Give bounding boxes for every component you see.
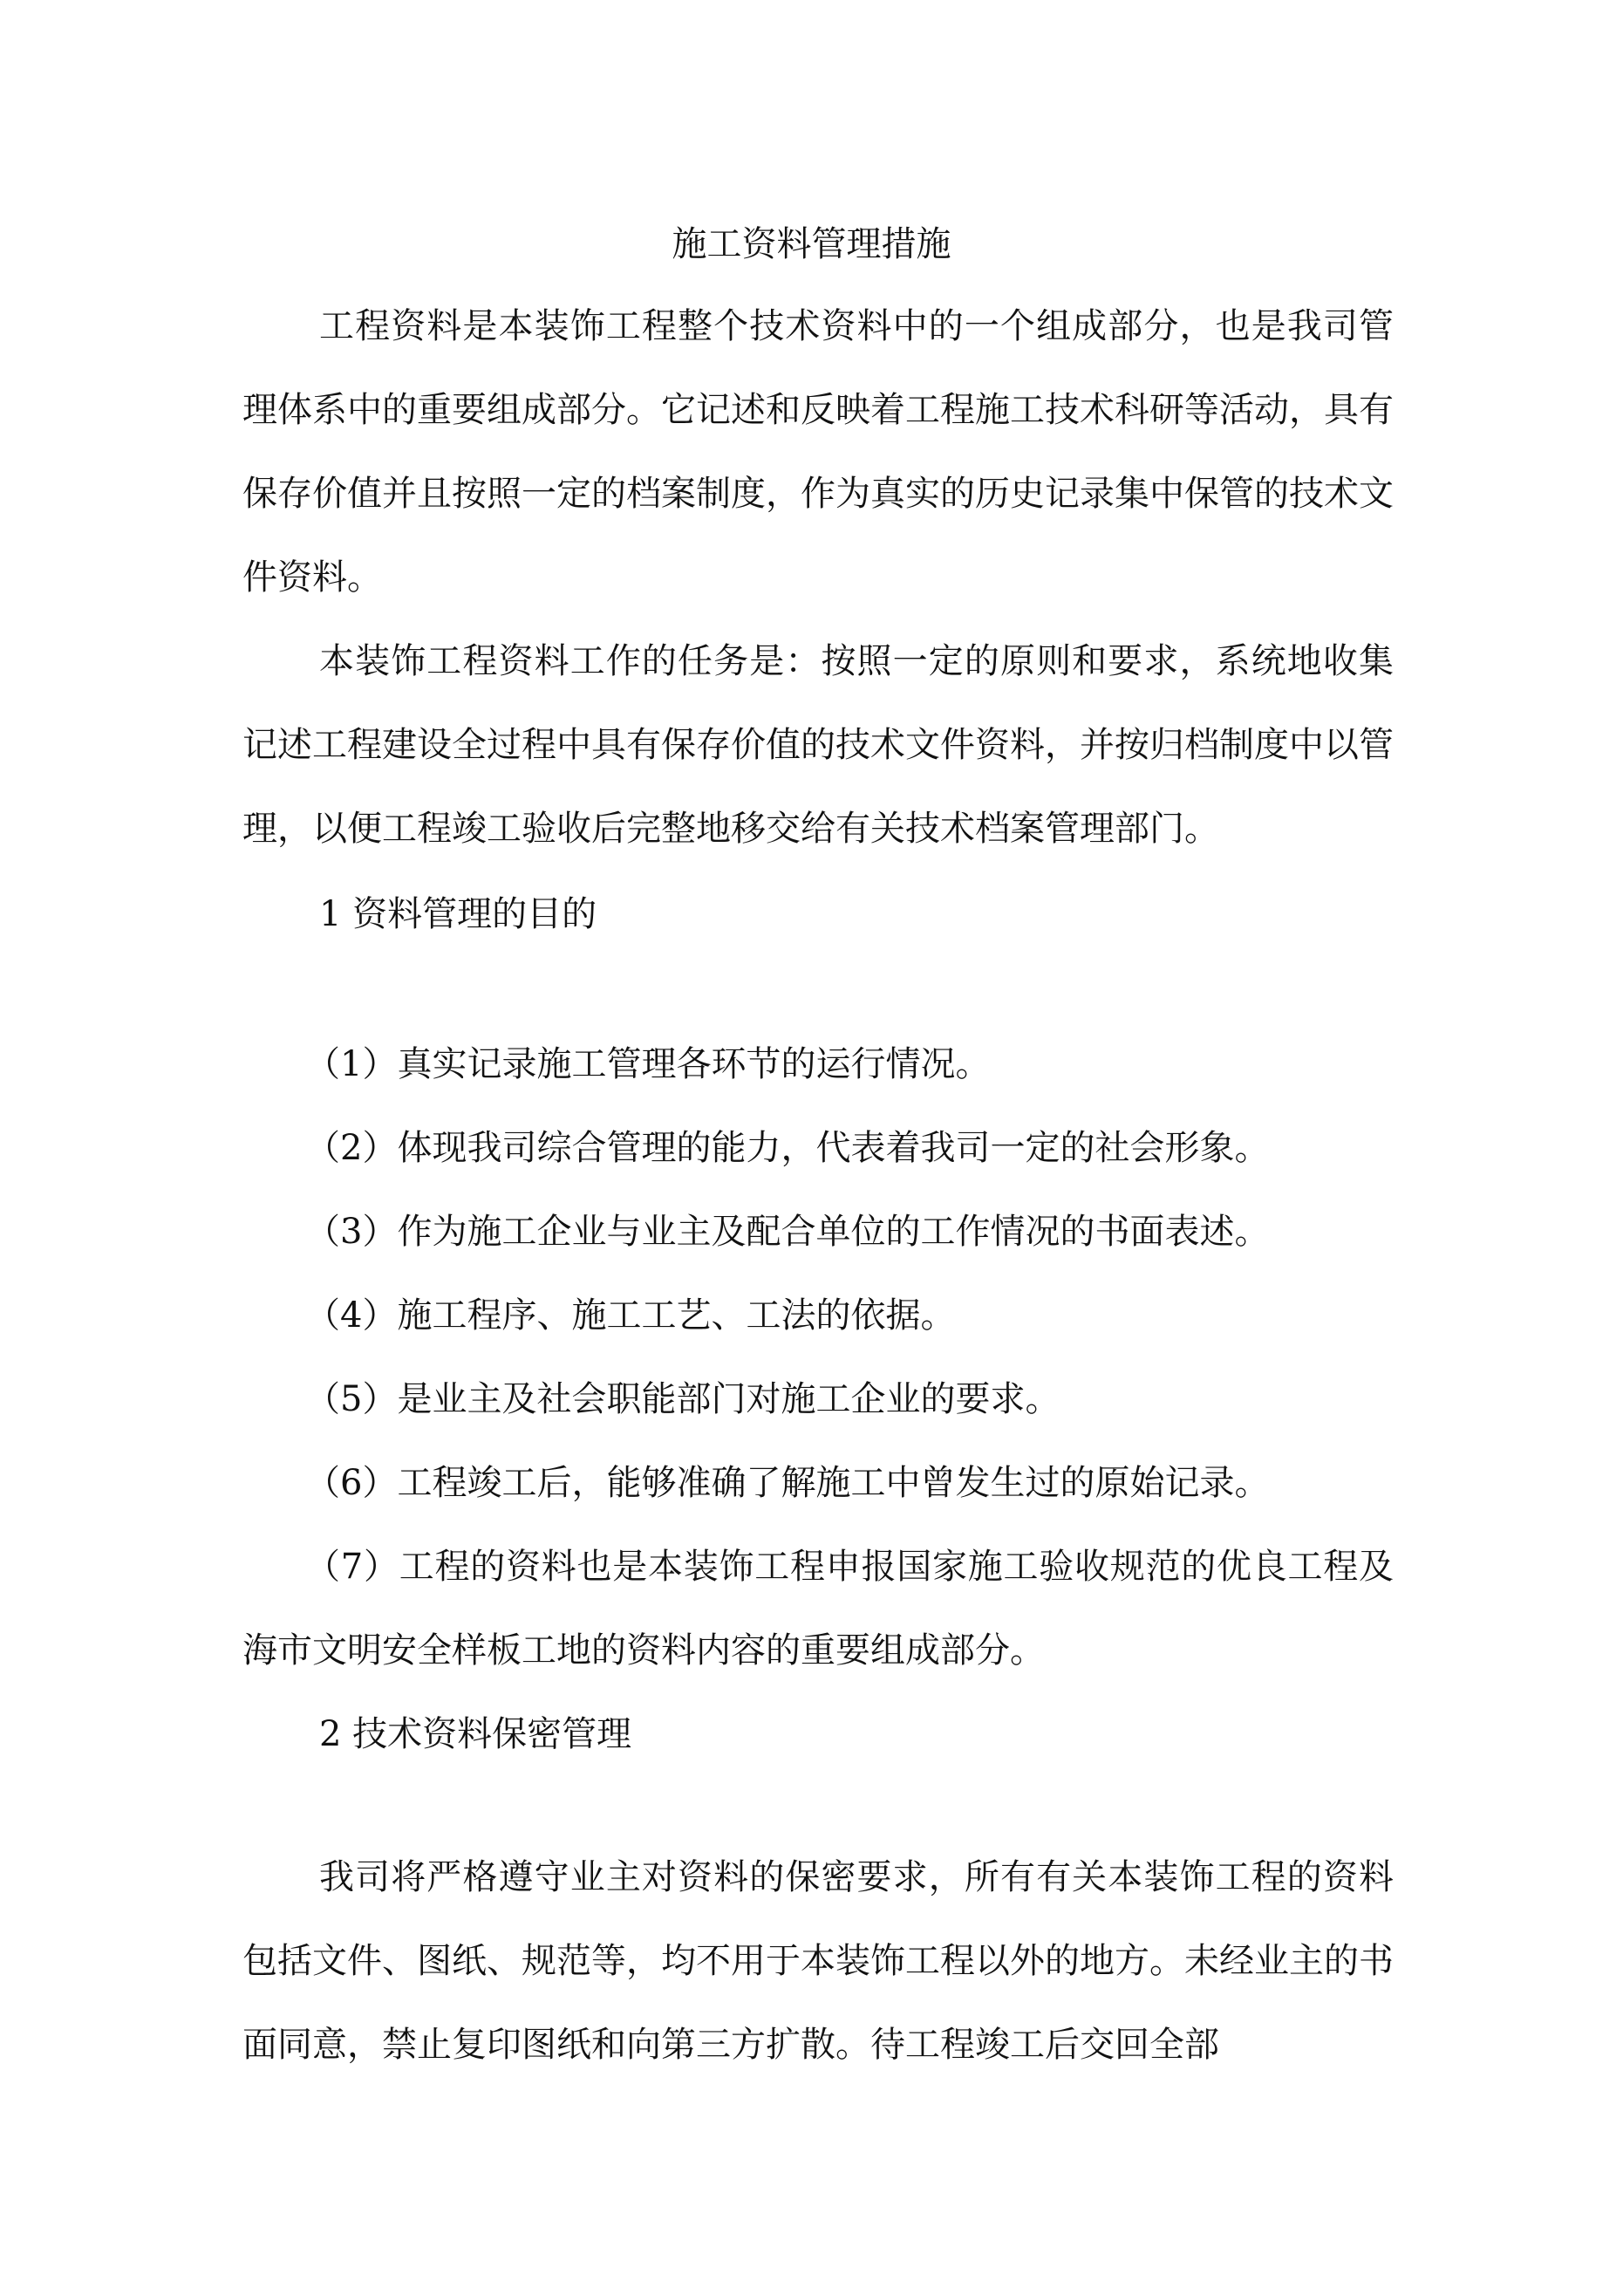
intro-paragraph-1: 工程资料是本装饰工程整个技术资料中的一个组成部分，也是我司管理体系中的重要组成部分。它记述和反映着工程施工技术科研等活动，具有保存价值并且按照一定的档案制度，作为真实的历史记录集中保管的技术文件资料。 <box>242 306 1394 598</box>
document-title: 施工资料管理措施 <box>672 224 951 264</box>
section-1-heading: 1 资料管理的目的 <box>319 894 597 934</box>
intro-paragraph-2: 本装饰工程资料工作的任务是：按照一定的原则和要求，系统地收集记述工程建设全过程中具有保存价值的技术文件资料，并按归档制度中以管理，以便工程竣工验收后完整地移交给有关技术档案管理部门。 <box>242 641 1394 849</box>
section-2-paragraph: 我司将严格遵守业主对资料的保密要求，所有有关本装饰工程的资料包括文件、图纸、规范等，均不用于本装饰工程以外的地方。未经业主的书面同意，禁止复印图纸和向第三方扩散。待工程竣工后交回全部 <box>242 1857 1394 2065</box>
section-1-item-1: （1）真实记录施工管理各环节的运行情况。 <box>305 1044 991 1084</box>
section-1-item-3: （3）作为施工企业与业主及配合单位的工作情况的书面表述。 <box>305 1212 1270 1252</box>
section-1-item-7: （7）工程的资料也是本装饰工程申报国家施工验收规范的优良工程及海市文明安全样板工地的资料内容的重要组成部分。 <box>242 1547 1394 1671</box>
section-1-item-6: （6）工程竣工后，能够准确了解施工中曾发生过的原始记录。 <box>305 1463 1270 1503</box>
section-1-item-4: （4）施工程序、施工工艺、工法的依据。 <box>305 1295 956 1336</box>
section-1-item-2: （2）体现我司综合管理的能力，代表着我司一定的社会形象。 <box>305 1128 1270 1168</box>
section-2-heading: 2 技术资料保密管理 <box>319 1714 632 1754</box>
section-1-item-5: （5）是业主及社会职能部门对施工企业的要求。 <box>305 1379 1060 1419</box>
